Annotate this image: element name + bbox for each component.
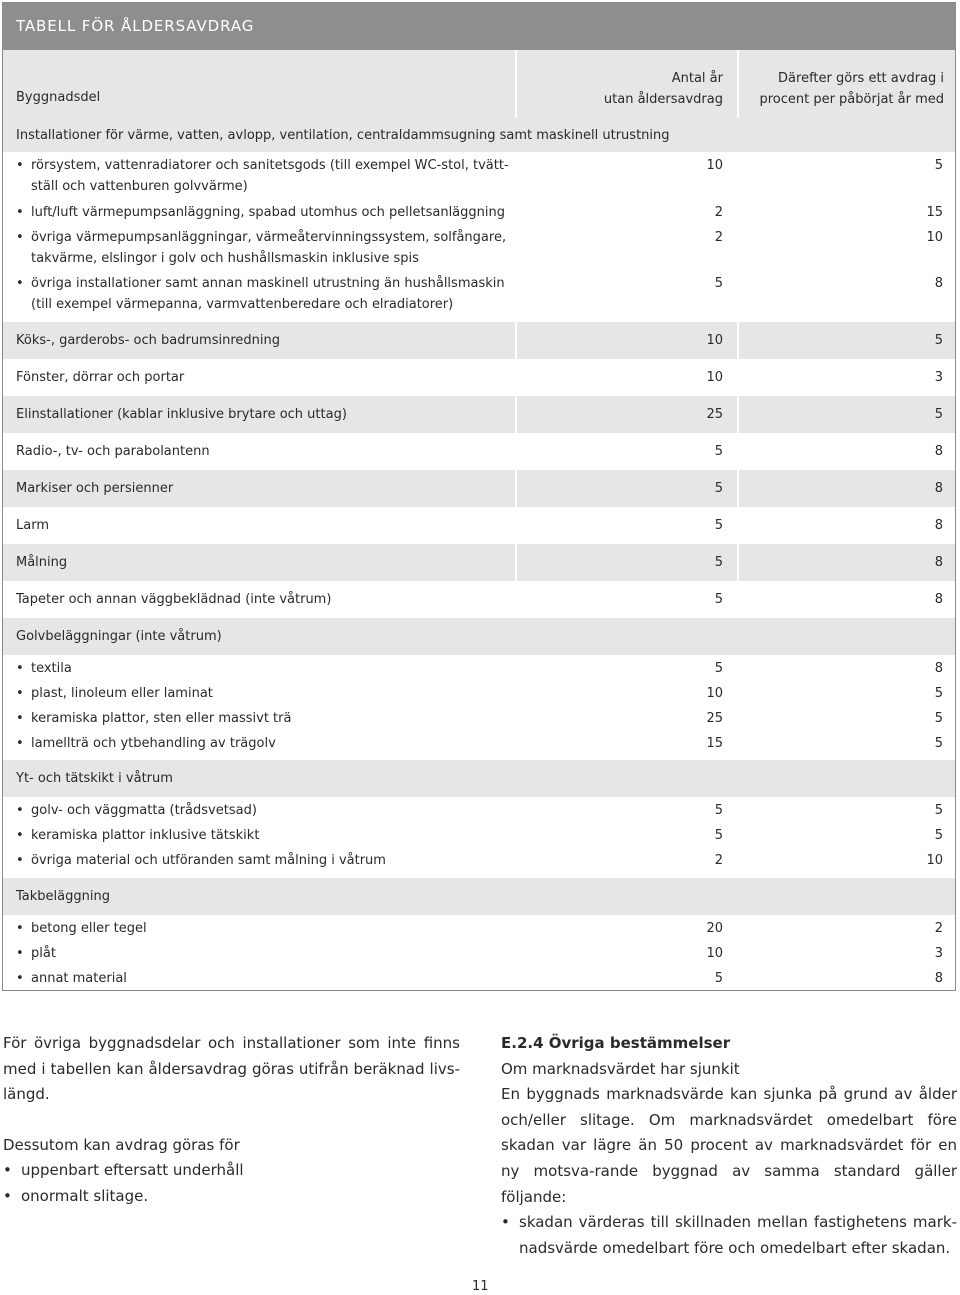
bullet-mark: •: [16, 803, 24, 818]
section-installations-items: [3, 152, 955, 322]
column-divider: [515, 544, 517, 581]
percent-value: 10: [926, 853, 943, 868]
left-text-column: [3, 1031, 460, 1210]
page-number: 11: [472, 1279, 489, 1294]
column-divider: [737, 655, 739, 760]
column-divider: [515, 322, 517, 359]
list-item: • uppenbart eftersatt underhåll: [3, 1158, 460, 1184]
paragraph: För övriga byggnadsdelar och installationer som inte finns med i tabellen kan åldersavdrag göras utifrån beräknad livs-längd.: [3, 1034, 460, 1104]
percent-value: 2: [934, 921, 943, 936]
percent-value: 5: [934, 407, 943, 422]
percent-value: 5: [934, 736, 943, 751]
bullet-mark: •: [16, 158, 24, 173]
table-row: Målning 5 8: [3, 544, 955, 581]
column-divider: [515, 581, 517, 618]
percent-value: 8: [934, 444, 943, 459]
column-divider: [737, 581, 739, 618]
section-heading: Golvbeläggningar (inte våtrum): [16, 629, 222, 644]
column-divider: [515, 507, 517, 544]
column-divider: [737, 50, 739, 118]
column-divider: [515, 470, 517, 507]
years-value: 5: [714, 555, 723, 570]
column-divider: [737, 322, 739, 359]
list-item: • golv- och väggmatta (trådsvetsad): [16, 800, 516, 821]
bullet-mark: •: [16, 946, 24, 961]
section-heading: Yt- och tätskikt i våtrum: [16, 771, 173, 786]
header-percent: Därefter görs ett avdrag i procent per påbörjat år med: [759, 71, 944, 107]
percent-value: 5: [934, 711, 943, 726]
column-divider: [515, 396, 517, 433]
table-row: Markiser och persienner 5 8: [3, 470, 955, 507]
years-value: 5: [714, 828, 723, 843]
paragraph: En byggnads marknadsvärde kan sjunka på grund av ålder och/eller slitage. Om marknadsvärdet omedelbart före skadan var lägre än 50 procent av marknadsvärdet för en ny motsva-rande byggnad av samma standard gäller följande:: [501, 1085, 957, 1206]
bullet-mark: •: [16, 853, 24, 868]
percent-value: 5: [934, 158, 943, 173]
column-divider: [737, 915, 739, 990]
column-divider: [737, 359, 739, 396]
percent-value: 3: [934, 370, 943, 385]
list-item: • keramiska plattor, sten eller massivt trä: [16, 708, 516, 729]
subheading: Om marknadsvärdet har sjunkit: [501, 1059, 740, 1078]
years-value: 10: [706, 686, 723, 701]
column-divider: [737, 396, 739, 433]
column-divider: [737, 152, 739, 322]
header-years: Antal år utan åldersavdrag: [603, 71, 723, 107]
section-roof-heading: [3, 878, 955, 915]
list-item: • textila: [16, 658, 516, 679]
years-value: 25: [706, 407, 723, 422]
list-item: • plåt: [16, 943, 516, 964]
years-value: 25: [706, 711, 723, 726]
right-text-column: [501, 1031, 957, 1261]
bullet-mark: •: [501, 1213, 510, 1232]
list-item: • skadan värderas till skillnaden mellan fastighetens mark-nadsvärde omedelbart före och omedelbart efter skadan.: [501, 1210, 957, 1261]
age-deduction-table: [2, 2, 956, 991]
table-header: [3, 50, 955, 118]
list-item: • övriga värmepumpsanläggningar, värmeåtervinningssystem, solfångare, takvärme, elslingor i golv och hushållsmaskin inklusive spis: [16, 227, 516, 269]
years-value: 2: [714, 230, 723, 245]
table-title: TABELL FÖR ÅLDERSAVDRAG: [16, 17, 255, 35]
percent-value: 15: [926, 205, 943, 220]
percent-value: 8: [934, 481, 943, 496]
bullet-mark: •: [16, 828, 24, 843]
years-value: 5: [714, 971, 723, 986]
percent-value: 5: [934, 686, 943, 701]
column-divider: [737, 507, 739, 544]
bullet-mark: •: [16, 230, 24, 245]
table-row: Radio-, tv- och parabolantenn 5 8: [3, 433, 955, 470]
section-roof-items: [3, 915, 955, 990]
section-wet-heading: [3, 760, 955, 797]
list-item: • onormalt slitage.: [3, 1184, 460, 1210]
percent-value: 8: [934, 518, 943, 533]
percent-value: 5: [934, 828, 943, 843]
percent-value: 10: [926, 230, 943, 245]
years-value: 10: [706, 370, 723, 385]
column-divider: [737, 544, 739, 581]
table-row: Tapeter och annan väggbeklädnad (inte våtrum) 5 8: [3, 581, 955, 618]
bullet-mark: •: [16, 736, 24, 751]
percent-value: 3: [934, 946, 943, 961]
bullet-mark: •: [16, 661, 24, 676]
percent-value: 8: [934, 276, 943, 291]
years-value: 10: [706, 333, 723, 348]
percent-value: 8: [934, 971, 943, 986]
list-item: • lamellträ och ytbehandling av trägolv: [16, 733, 516, 754]
table-row: Fönster, dörrar och portar 10 3: [3, 359, 955, 396]
bullet-mark: •: [3, 1161, 12, 1180]
paragraph: Dessutom kan avdrag göras för: [3, 1135, 240, 1154]
table-row: Larm 5 8: [3, 507, 955, 544]
section-floor-heading: [3, 618, 955, 655]
bullet-mark: •: [16, 921, 24, 936]
column-divider: [737, 797, 739, 878]
table-row: Köks-, garderobs- och badrumsinredning 10 5: [3, 322, 955, 359]
percent-value: 8: [934, 661, 943, 676]
bullet-mark: •: [16, 686, 24, 701]
bullet-mark: •: [3, 1186, 12, 1205]
list-item: • luft/luft värmepumpsanläggning, spabad utomhus och pelletsanläggning: [16, 202, 516, 223]
section-installations-heading: [3, 118, 955, 152]
years-value: 2: [714, 205, 723, 220]
column-divider: [515, 50, 517, 118]
bullet-mark: •: [16, 711, 24, 726]
years-value: 5: [714, 444, 723, 459]
list-item: • övriga material och utföranden samt målning i våtrum: [16, 850, 516, 871]
years-value: 5: [714, 592, 723, 607]
percent-value: 5: [934, 803, 943, 818]
years-value: 5: [714, 803, 723, 818]
column-divider: [737, 433, 739, 470]
bullet-mark: •: [16, 205, 24, 220]
percent-value: 8: [934, 592, 943, 607]
table-title-bar: [3, 3, 955, 50]
list-item: • annat material: [16, 968, 516, 989]
years-value: 5: [714, 518, 723, 533]
list-item: • övriga installationer samt annan maskinell utrustning än hushållsmaskin (till exempel värmepanna, varmvattenberedare och elradiatorer): [16, 273, 516, 315]
list-item: • keramiska plattor inklusive tätskikt: [16, 825, 516, 846]
section-heading: Installationer för värme, vatten, avlopp, ventilation, centraldammsugning samt maskinell utrustning: [16, 128, 670, 143]
years-value: 5: [714, 276, 723, 291]
years-value: 5: [714, 481, 723, 496]
bullet-mark: •: [16, 276, 24, 291]
list-item: • plast, linoleum eller laminat: [16, 683, 516, 704]
years-value: 2: [714, 853, 723, 868]
percent-value: 5: [934, 333, 943, 348]
table-row: Elinstallationer (kablar inklusive brytare och uttag) 25 5: [3, 396, 955, 433]
column-divider: [515, 433, 517, 470]
years-value: 5: [714, 661, 723, 676]
section-wet-items: [3, 797, 955, 878]
years-value: 15: [706, 736, 723, 751]
years-value: 20: [706, 921, 723, 936]
list-item: • rörsystem, vattenradiatorer och sanitetsgods (till exempel WC-stol, tvätt-ställ och vattenburen golvvärme): [16, 155, 516, 197]
list-item: • betong eller tegel: [16, 918, 516, 939]
section-heading: E.2.4 Övriga bestämmelser: [501, 1034, 731, 1052]
section-heading: Takbeläggning: [16, 889, 110, 904]
column-divider: [515, 359, 517, 396]
bullet-mark: •: [16, 971, 24, 986]
section-floor-items: [3, 655, 955, 760]
percent-value: 8: [934, 555, 943, 570]
years-value: 10: [706, 158, 723, 173]
column-divider: [737, 470, 739, 507]
years-value: 10: [706, 946, 723, 961]
header-building-part: Byggnadsdel: [16, 90, 101, 105]
